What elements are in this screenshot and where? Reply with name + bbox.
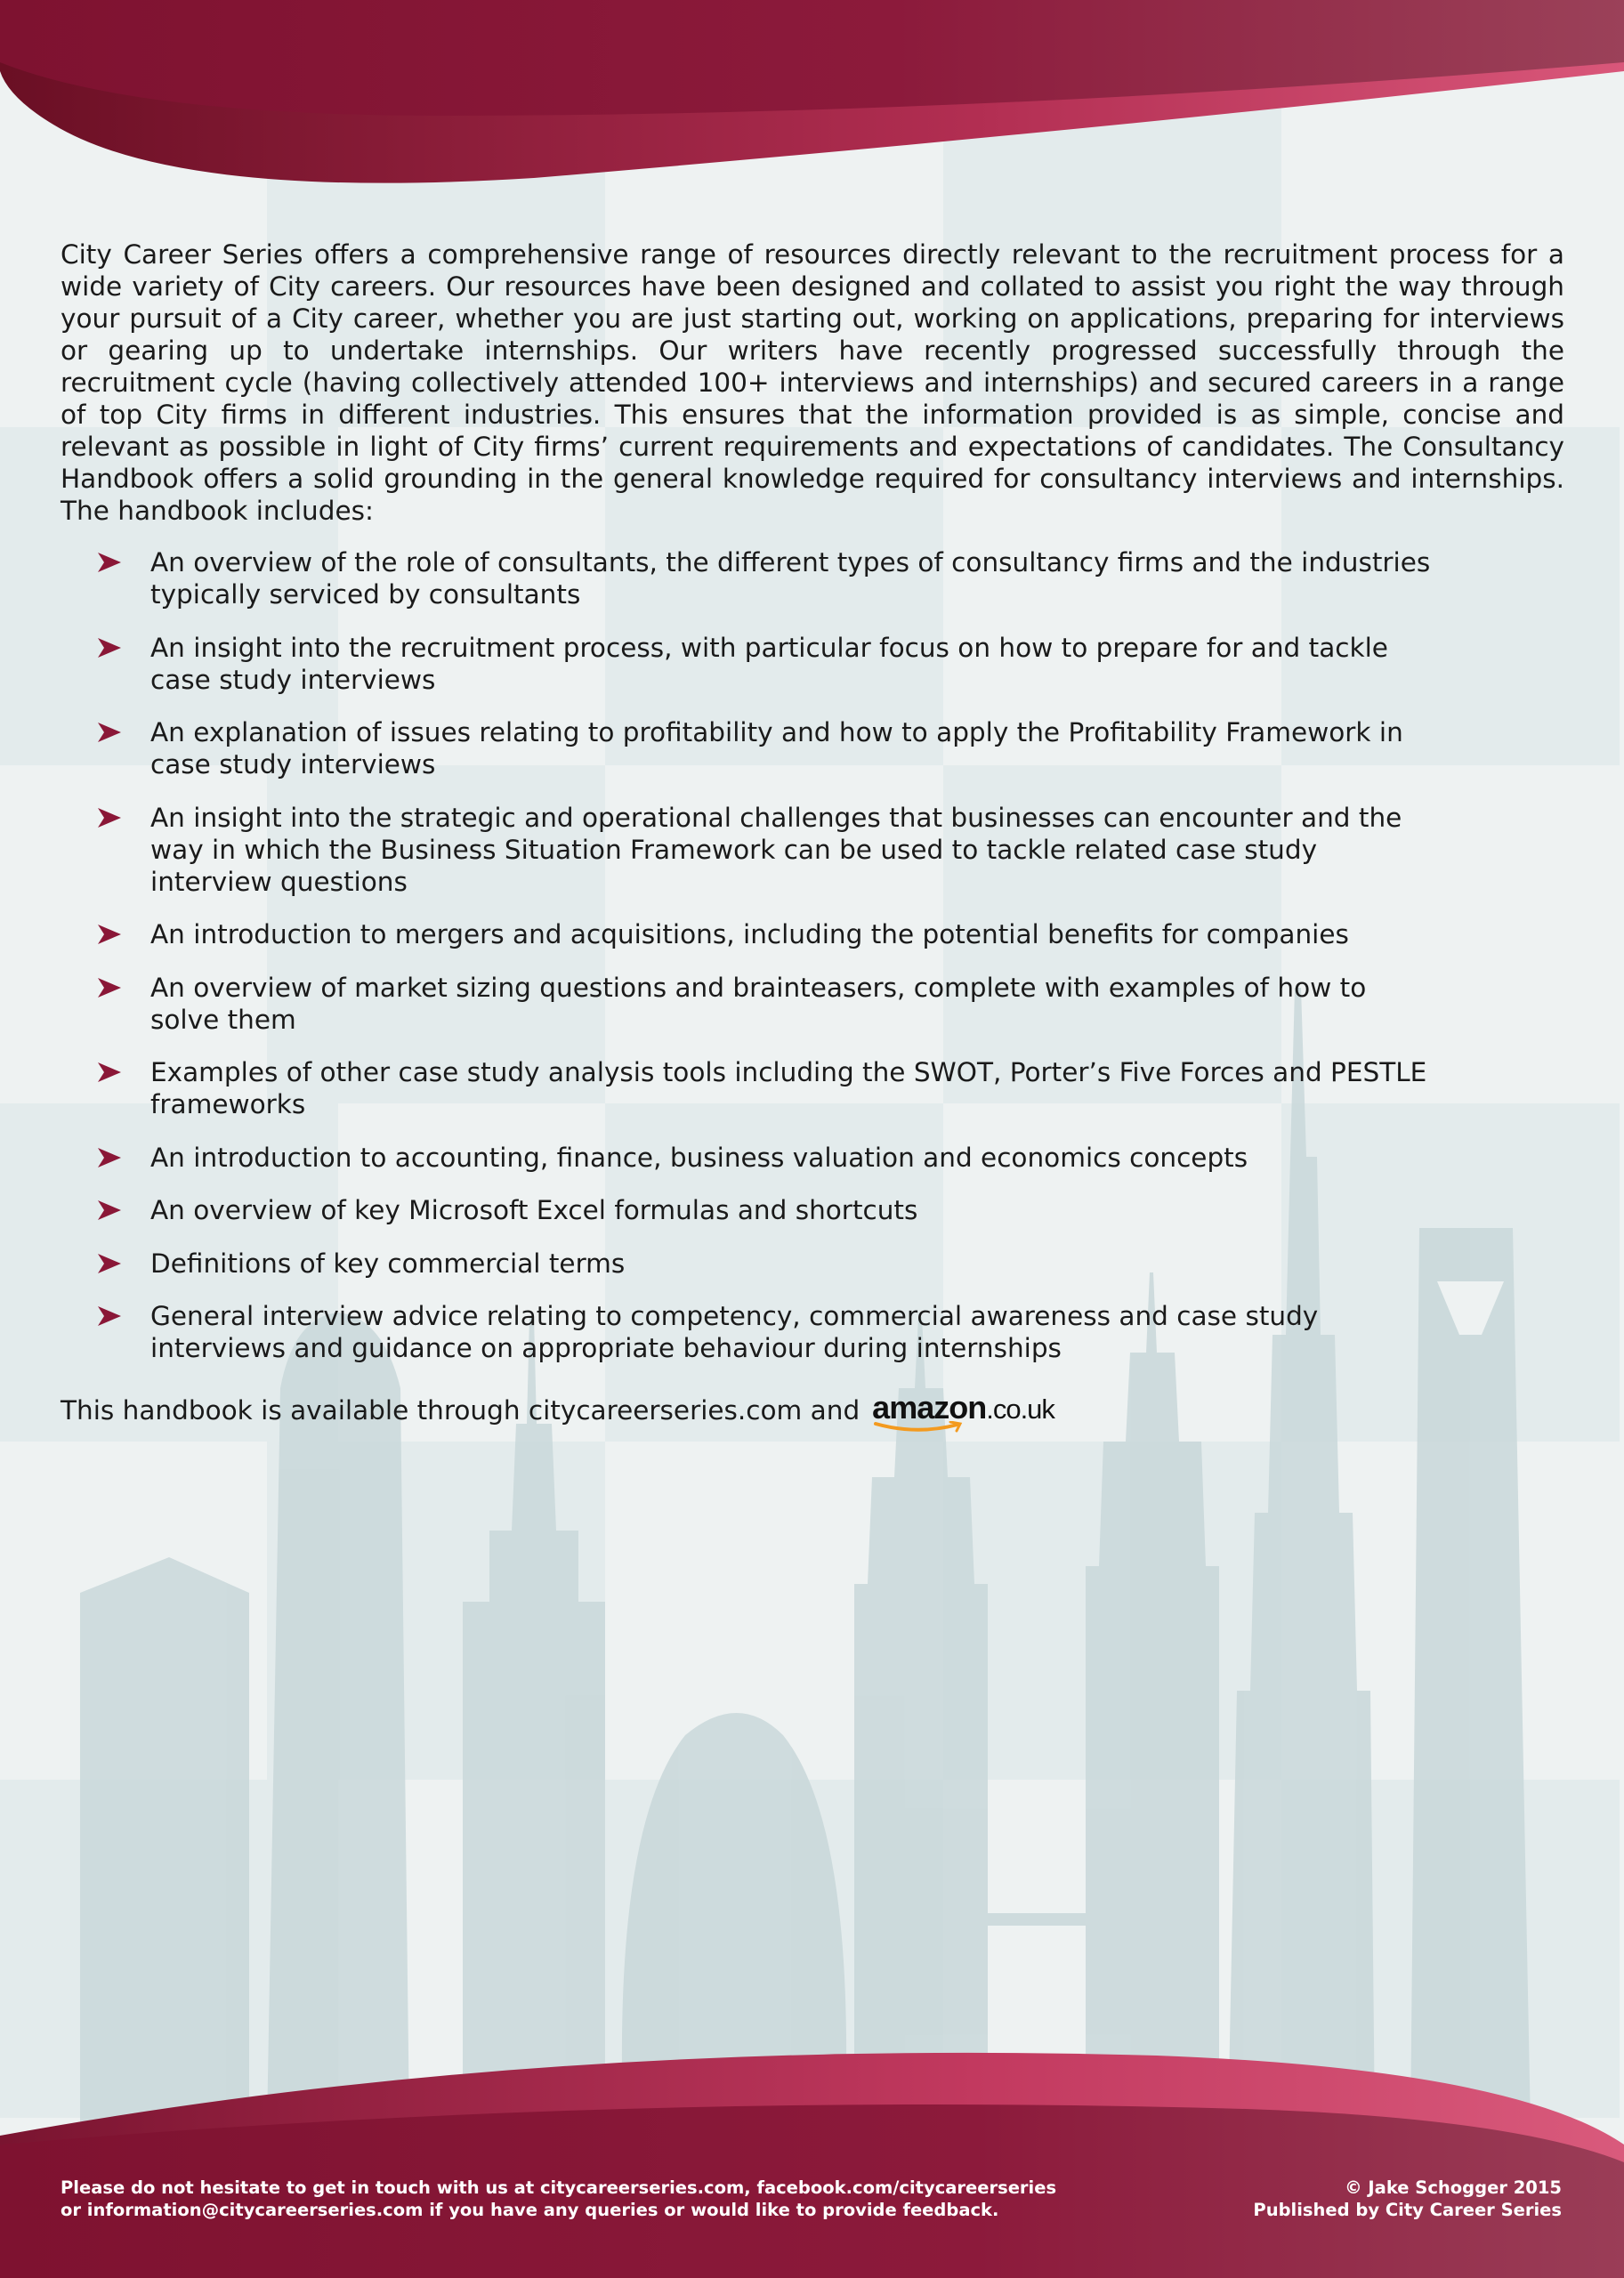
arrowhead-bullet-icon — [98, 1062, 121, 1082]
arrowhead-bullet-icon — [98, 1306, 121, 1326]
header-banner — [0, 0, 1624, 205]
publisher-text: Published by City Career Series — [1253, 2200, 1562, 2220]
copyright-text: © Jake Schogger 2015 — [1345, 2177, 1562, 2198]
list-item-text: An overview of market sizing questions and brainteasers, complete with examples of how to solve them — [150, 972, 1367, 1035]
amazon-logo[interactable] — [872, 1388, 1054, 1434]
list-item — [61, 1142, 1564, 1174]
list-item — [61, 1056, 1564, 1120]
arrowhead-bullet-icon — [98, 808, 121, 828]
list-item-text: General interview advice relating to competency, commercial awareness and case study interviews and guidance on appropriate behaviour during internships — [150, 1301, 1319, 1363]
arrowhead-bullet-icon — [98, 723, 121, 742]
list-item — [61, 1194, 1564, 1226]
footer-contact-line: or information@citycareerseries.com if you have any queries or would like to provide feedback. — [61, 2200, 999, 2220]
list-item-text: Definitions of key commercial terms — [150, 1248, 626, 1279]
footer-contact-line: Please do not hesitate to get in touch with us at citycareerseries.com, facebook.com/citycareerseries — [61, 2177, 1057, 2198]
list-item-text: An insight into the strategic and operational challenges that businesses can encounter and the way in which the Business Situation Framework can be used to tackle related case study interview questions — [150, 802, 1402, 897]
arrowhead-bullet-icon — [98, 978, 121, 998]
arrowhead-bullet-icon — [98, 553, 121, 572]
arrowhead-bullet-icon — [98, 1200, 121, 1220]
amazon-smile-icon — [872, 1421, 970, 1434]
availability-text: This handbook is available through citycareerseries.com and — [61, 1394, 860, 1426]
list-item-text: An overview of key Microsoft Excel formulas and shortcuts — [150, 1195, 918, 1225]
list-item — [61, 972, 1564, 1036]
list-item-text: An explanation of issues relating to profitability and how to apply the Profitability Framework in case study interviews — [150, 717, 1403, 780]
list-item-text: An introduction to accounting, finance, business valuation and economics concepts — [150, 1142, 1248, 1173]
handbook-contents-list — [61, 546, 1564, 1364]
list-item-text: An introduction to mergers and acquisitions, including the potential benefits for companies — [150, 919, 1349, 949]
main-content — [61, 238, 1564, 1426]
arrowhead-bullet-icon — [98, 925, 121, 944]
list-item — [61, 918, 1564, 950]
footer-contact — [61, 2177, 1056, 2221]
list-item-text: Examples of other case study analysis tools including the SWOT, Porter’s Five Forces and PESTLE frameworks — [150, 1057, 1427, 1119]
arrowhead-bullet-icon — [98, 1148, 121, 1167]
footer-copyright — [1253, 2177, 1562, 2221]
availability-line — [61, 1385, 1564, 1426]
list-item — [61, 632, 1564, 696]
amazon-logo-word: amazon — [872, 1388, 987, 1426]
arrowhead-bullet-icon — [98, 638, 121, 658]
list-item-text: An insight into the recruitment process, with particular focus on how to prepare for and tackle case study interviews — [150, 632, 1388, 695]
arrowhead-bullet-icon — [98, 1254, 121, 1273]
list-item — [61, 546, 1564, 610]
list-item — [61, 1300, 1564, 1364]
footer-banner — [0, 2020, 1624, 2278]
amazon-logo-suffix: .co.uk — [986, 1393, 1054, 1425]
list-item — [61, 1248, 1564, 1280]
intro-paragraph: City Career Series offers a comprehensive range of resources directly relevant to the recruitment process for a wide variety of City careers. Our resources have been designed and collated to assist you right the way through your pursuit of a City career, whether you are just starting out, working on applications, preparing for interviews or gearing up to undertake internships. Our writers have recently progressed successfully through the recruitment cycle (having collectively attended 100+ interviews and internships) and secured careers in a range of top City firms in different industries. This ensures that the information provided is as simple, concise and relevant as possible in light of City firms’ current requirements and expectations of candidates. The Consultancy Handbook offers a solid grounding in the general knowledge required for consultancy interviews and internships. The handbook includes: — [61, 239, 1564, 526]
list-item-text: An overview of the role of consultants, the different types of consultancy firms and the industries typically serviced by consultants — [150, 547, 1431, 610]
list-item — [61, 802, 1564, 898]
list-item — [61, 716, 1564, 780]
